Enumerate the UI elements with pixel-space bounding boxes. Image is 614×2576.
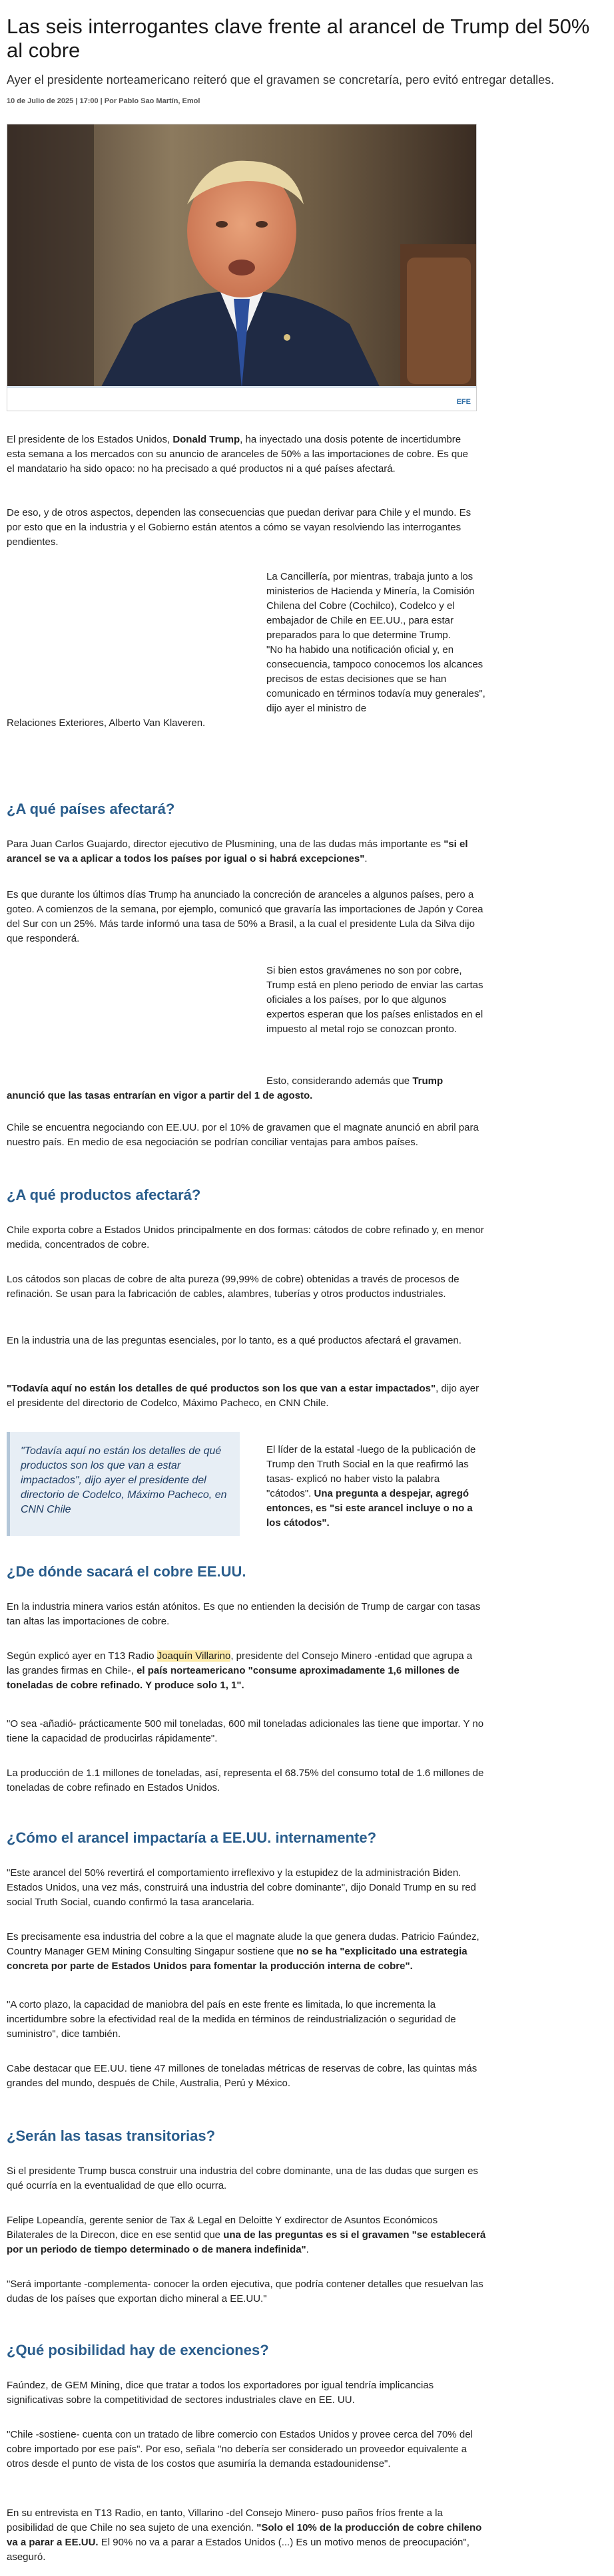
article-subtitle: Ayer el presidente norteamericano reiteró que el gravamen se concretaría, pero evitó entregar detalles. — [7, 73, 555, 87]
paragraph-4b: Relaciones Exteriores, Alberto Van Klaveren. — [7, 717, 206, 729]
paragraph-5: Para Juan Carlos Guajardo, director ejecutivo de Plusmining, una de las dudas más importante es "si el arancel se va a aplicar a todos los países por igual o si habrá excepciones". — [7, 838, 468, 864]
article-photo — [7, 124, 477, 411]
paragraph-1: El presidente de los Estados Unidos, Donald Trump, ha inyectado una dosis potente de incertidumbre esta semana a los mercados con su anuncio de aranceles de 50% a las importaciones de cobre. Es que el mandatario ha sido opaco: no ha precisado a qué productos ni a qué países afectará. — [7, 434, 468, 474]
photo-credit: EFE — [456, 398, 471, 406]
photo-image — [7, 124, 476, 388]
article — [7, 0, 606, 2563]
heading-tasas-transitorias: ¿Serán las tasas transitorias? — [7, 2127, 216, 2144]
paragraph-13: "Todavía aquí no están los detalles de qué productos son los que van a estar impactados", dijo ayer el presidente del directorio de Codelco, Máximo Pacheco, en CNN Chile. — [7, 1383, 479, 1409]
paragraph-23: Si el presidente Trump busca construir una industria del cobre dominante, una de las dudas que surgen es qué ocurría en la eventualidad de que ello ocurra. — [7, 2165, 478, 2191]
paragraph-28: En su entrevista en T13 Radio, en tanto, Villarino -del Consejo Minero- puso paños fríos frente a la posibilidad de que Chile no sea sujeto de una exención. "Solo el 10% de la producción de cobre chileno va a parar a EE.UU. El 90% no va a parar a Estados Unidos (...) Es un motivo menos de preocupación", aseguró. — [7, 2507, 482, 2563]
paragraph-4: "No ha habido una notificación oficial y, en consecuencia, tampoco conocemos los alcances precisos de estas decisiones que se han comunicado en términos todavía muy generales", dijo ayer el ministro de — [266, 644, 485, 714]
paragraph-18: La producción de 1.1 millones de toneladas, así, representa el 68.75% del consumo total de 1.6 millones de toneladas de cobre refinado en Estados Unidos. — [7, 1767, 484, 1793]
paragraph-8b: anunció que las tasas entrarían en vigor a partir del 1 de agosto. — [7, 1090, 313, 1101]
paragraph-12: En la industria una de las preguntas esenciales, por lo tanto, es a qué productos afectará el gravamen. — [7, 1335, 461, 1346]
paragraph-22: Cabe destacar que EE.UU. tiene 47 millones de toneladas métricas de reservas de cobre, las quintas más grandes del mundo, después de Chile, Australia, Perú y México. — [7, 2063, 477, 2089]
paragraph-7: Si bien estos gravámenes no son por cobre, Trump está en pleno periodo de enviar las cartas oficiales a los países, por lo que algunos expertos esperan que los países enlistados en el impuesto al metal rojo se conozcan pronto. — [266, 965, 483, 1035]
heading-impacto-interno: ¿Cómo el arancel impactaría a EE.UU. internamente? — [7, 1829, 377, 1846]
paragraph-10: Chile exporta cobre a Estados Unidos principalmente en dos formas: cátodos de cobre refinado y, en menor medida, concentrados de cobre. — [7, 1224, 484, 1250]
paragraph-3: La Cancillería, por mientras, trabaja junto a los ministerios de Hacienda y Minería, la Comisión Chilena del Cobre (Cochilco), Codelco y el embajador de Chile en EE.UU., para estar preparados para lo que determine Trump. — [266, 571, 475, 641]
heading-productos: ¿A qué productos afectará? — [7, 1187, 201, 1203]
paragraph-15: En la industria minera varios están atónitos. Es que no entienden la decisión de Trump de cargar con tasas tan altas las importaciones de cobre. — [7, 1601, 481, 1627]
paragraph-14: El líder de la estatal -luego de la publicación de Trump den Truth Social en la que reafirmó las tasas- explicó no haber visto la palabra "cátodos". Una pregunta a despejar, agregó entonces, es "si este arancel incluye o no a los cátodos". — [266, 1444, 476, 1529]
article-title: Las seis interrogantes clave frente al arancel de Trump del 50% al cobre — [7, 15, 590, 62]
paragraph-6: Es que durante los últimos días Trump ha anunciado la concreción de aranceles a algunos países, pero a goteo. A comienzos de la semana, por ejemplo, comunicó que gravaría las importaciones de Japón y Corea del Sur con un 25%. Más tarde informó una tasa de 50% a Brasil, a la cual el presidente Lula da Silva dijo que responderá. — [7, 889, 483, 944]
heading-paises: ¿A qué países afectará? — [7, 801, 175, 817]
photo-illustration — [7, 124, 476, 388]
paragraph-9: Chile se encuentra negociando con EE.UU. por el 10% de gravamen que el magnate anunció en abril para nuestro país. En medio de esa negociación se podrían conciliar ventajas para ambos países. — [7, 1122, 479, 1148]
article-meta: 10 de Julio de 2025 | 17:00 | Por Pablo Sao Martín, Emol — [7, 97, 200, 105]
pull-quote-text: "Todavía aquí no están los detalles de qué productos son los que van a estar impactados", dijo ayer el presidente del directorio de Codelco, Máximo Pacheco, en CNN Chile — [21, 1445, 227, 1515]
paragraph-25: "Será importante -complementa- conocer la orden ejecutiva, que podría contener detalles que resuelvan las dudas de los países que exportan dicho mineral a EE.UU." — [7, 2279, 483, 2304]
highlighted-name: Joaquín Villarino — [156, 1650, 231, 1662]
paragraph-26: Faúndez, de GEM Mining, dice que tratar a todos los exportadores por igual tendría implicancias significativas sobre la competitividad de sectores industriales clave en EE. UU. — [7, 2380, 434, 2406]
paragraph-17: "O sea -añadió- prácticamente 500 mil toneladas, 600 mil toneladas adicionales las tiene que importar. Y no tiene la capacidad de producirlas rápidamente". — [7, 1718, 484, 1744]
paragraph-2: De eso, y de otros aspectos, dependen las consecuencias que puedan derivar para Chile y el mundo. Es por esto que en la industria y el Gobierno están atentos a cómo se vayan resolviendo las interrogantes pendientes. — [7, 507, 471, 548]
paragraph-27: "Chile -sostiene- cuenta con un tratado de libre comercio con Estados Unidos y provee cerca del 70% del cobre importado por ese país". Por eso, señala "no debería ser considerado un proveedor equivalente a otros desde el punto de vista de los costos que asumiría la demanda estadounidense". — [7, 2429, 473, 2470]
paragraph-8: Esto, considerando además que Trump — [266, 1075, 444, 1087]
pull-quote — [7, 1432, 240, 1536]
heading-origen-cobre: ¿De dónde sacará el cobre EE.UU. — [7, 1563, 246, 1580]
paragraph-16: Según explicó ayer en T13 Radio Joaquín Villarino, presidente del Consejo Minero -entidad que agrupa a las grandes firmas en Chile-, el país norteamericano "consume aproximadamente 1,6 millones de toneladas de cobre refinado. Y produce solo 1, 1". — [7, 1650, 473, 1691]
paragraph-24: Felipe Lopeandía, gerente senior de Tax & Legal en Deloitte Y exdirector de Asuntos Económicos Bilaterales de la Direcon, dice en ese sentid que una de las preguntas es si el gravamen "se establecerá por un periodo de tiempo determinado o de manera indefinida". — [7, 2215, 486, 2255]
paragraph-20: Es precisamente esa industria del cobre a la que el magnate alude la que genera dudas. Patricio Faúndez, Country Manager GEM Mining Consulting Singapur sostiene que no se ha "explicitado una estrategia concreta por parte de Estados Unidos para fomentar la producción interna de cobre". — [7, 1931, 479, 1972]
paragraph-11: Los cátodos son placas de cobre de alta pureza (99,99% de cobre) obtenidas a través de procesos de refinación. Se usan para la fabricación de cables, alambres, tuberías y otros productos industriales. — [7, 1274, 460, 1300]
heading-exenciones: ¿Qué posibilidad hay de exenciones? — [7, 2342, 269, 2358]
paragraph-19: "Este arancel del 50% revertirá el comportamiento irreflexivo y la estupidez de la administración Biden. Estados Unidos, una vez más, construirá una industria del cobre dominante", dijo Donald Trump en su red social Truth Social, cuando confirmó la tasa arancelaria. — [7, 1867, 476, 1908]
paragraph-21: "A corto plazo, la capacidad de maniobra del país en este frente es limitada, lo que incrementa la incertidumbre sobre la efectividad real de la medida en términos de reindustrialización o seguridad de suministro", dice también. — [7, 1999, 456, 2040]
